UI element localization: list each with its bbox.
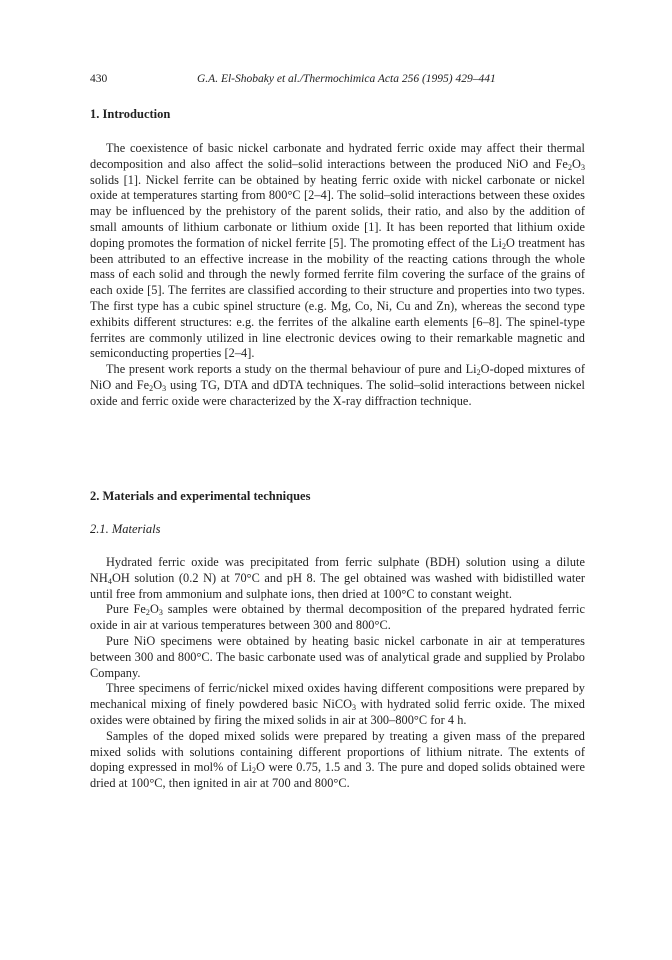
page-number: 430 (90, 73, 108, 85)
section-heading-introduction: 1. Introduction (90, 107, 171, 121)
journal-reference: G.A. El-Shobaky et al./Thermochimica Acta 256 (1995) 429–441 (197, 73, 496, 85)
paragraph: Pure NiO specimens were obtained by heating basic nickel carbonate in air at temperatures between 300 and 800°C. The basic carbonate used was of analytical grade and supplied by Prolabo Company. (90, 633, 585, 680)
section-heading-materials-techniques: 2. Materials and experimental techniques (90, 489, 311, 503)
paragraph: The present work reports a study on the thermal behaviour of pure and $Li_2O$-doped mixtures of NiO and $Fe_2O_3$ using TG, DTA and dDTA techniques. The solid–solid interactions between nickel oxide and ferric oxide were characterized by the X-ray diffraction technique. (90, 362, 585, 408)
materials-body (90, 555, 585, 792)
paragraph: Pure $Fe_2O_3$ samples were obtained by thermal decomposition of the prepared hydrated ferric oxide in air at various temperatures between 300 and 800°C. (90, 602, 585, 633)
paragraph: Samples of the doped mixed solids were prepared by treating a given mass of the prepared mixed solids with solutions containing different proportions of lithium nitrate. The extents of doping expressed in mol% of $Li_2O$ were 0.75, 1.5 and 3. The pure and doped solids obtained were dried at 100°C, then ignited in air at 700 and 800°C. (90, 728, 585, 791)
paragraph: The coexistence of basic nickel carbonate and hydrated ferric oxide may affect their thermal decomposition and also affect the solid–solid interactions between the produced NiO and $Fe_2O_3$ solids [1]. Nickel ferrite can be obtained by heating ferric oxide with nickel carbonate or nickel oxide at temperatures starting from 800°C [2–4]. The solid–solid interactions between these oxides may be influenced by the prehistory of the parent solids, their ratio, and also by the addition of small amounts of lithium carbonate or lithium oxide [1]. It has been reported that lithium oxide doping promotes the formation of nickel ferrite [5]. The promoting effect of the $Li_2O$ treatment has been attributed to an effective increase in the mobility of the reacting cations through the whole mass of each solid and through the newly formed ferrite film covering the surface of the grains of each oxide [5]. The ferrites are classified according to their structure and properties into two types. The first type has a cubic spinel structure (e.g. Mg, Co, Ni, Cu and Zn), whereas the second type exhibits different structures: e.g. the ferrites of the alkaline earth elements [6–8]. The spinel-type ferrites are commonly utilized in line electronic devices owing to their remarkable magnetic and semiconducting properties [2–4]. (90, 141, 585, 361)
subsection-heading-materials: 2.1. Materials (90, 522, 161, 536)
paragraph: Hydrated ferric oxide was precipitated from ferric sulphate (BDH) solution using a dilute $NH_4OH$ solution (0.2 N) at 70°C and pH 8. The gel obtained was washed with bidistilled water until free from ammonium and sulphate ions, then dried at 100°C to constant weight. (90, 555, 585, 601)
introduction-body (90, 141, 585, 410)
paragraph: Three specimens of ferric/nickel mixed oxides having different compositions were prepared by mechanical mixing of finely powdered basic NiCO$_3$ with hydrated solid ferric oxide. The mixed oxides were obtained by firing the mixed solids in air at 300–800°C for 4 h. (90, 681, 585, 727)
